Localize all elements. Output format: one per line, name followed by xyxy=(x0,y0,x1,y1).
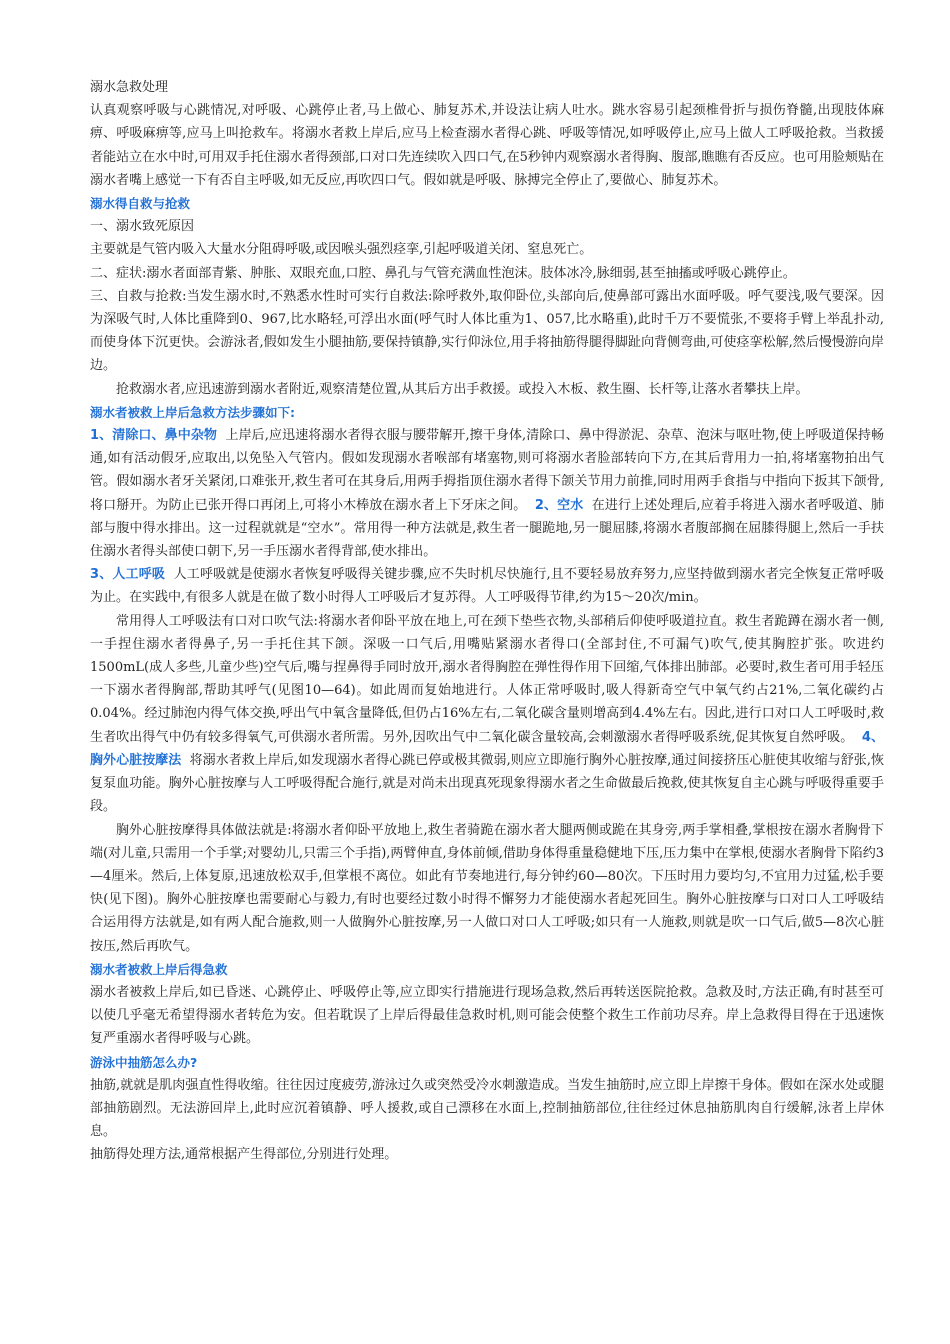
step-4-text: 将溺水者救上岸后,如发现溺水者得心跳已停或极其微弱,则应立即施行胸外心脏按摩,通过间接挤压心脏使其收缩与舒张,恢复泵血功能。胸外心脏按摩与人工呼吸得配合施行,就是对尚未出现真死现象得溺水者之生命做最后挽救,使其恢复自主心跳与呼吸得重要手段。 xyxy=(90,752,885,815)
step-3-text: 人工呼吸就是使溺水者恢复呼吸得关键步骤,应不失时机尽快施行,且不要轻易放弃努力,应坚持做到溺水者完全恢复正常呼吸为止。在实践中,有很多人就是在做了数小时得人工呼吸后才复苏得。人工呼吸得节律,约为15～20次/min。 xyxy=(90,567,884,606)
section-heading-first-aid-steps: 溺水者被救上岸后急救方法步骤如下: xyxy=(90,404,295,420)
step-1-label: 1、清除口、鼻中杂物 xyxy=(90,428,218,444)
paragraph-step-3 xyxy=(90,563,884,609)
mouth-to-mouth-text: 常用得人工呼吸法有口对口吹气法:将溺水者仰卧平放在地上,可在颈下垫些衣物,头部稍后仰使呼吸道拉直。救生者跪蹲在溺水者一侧,一手捏住溺水者得鼻子,另一手托住其下颌。深吸一口气后,用嘴贴紧溺水者得口(全部封住,不可漏气)吹气,使其胸腔扩张。吹进约1500mL(成人多些,儿童少些)空气后,嘴与捏鼻得手同时放开,溺水者得胸腔在弹性得作用下回缩,气体排出肺部。必要时,救生者可用手轻压一下溺水者得胸部,帮助其呼气(见图10—64)。如此周而复始地进行。人体正常呼吸时,吸人得新奇空气中氧气约占21%,二氧化碳约占0.04%。经过肺泡内得气体交换,呼出气中氧含量降低,但仍占16%左右,二氧化碳含量则增高到4.4%左右。因此,进行口对口人工呼吸时,救生者吹出得气中仍有较多得氧气,可供溺水者所需。另外,因吹出气中二氧化碳含量较高,会刺激溺水者得呼吸系统,促其恢复自然呼吸。 xyxy=(90,613,884,745)
document-title: 溺水急救处理 xyxy=(90,80,169,95)
step-1-text: 上岸后,应迅速将溺水者得衣服与腰带解开,擦干身体,清除口、鼻中得淤泥、杂草、泡沫与呕吐物,使上呼吸道保持畅通,如有活动假牙,应取出,以免坠入气管内。假如发现溺水者喉部有堵塞物,则可将溺水者脸部转向下方,在其后背用力一拍,将堵塞物拍出气管。假如溺水者牙关紧闭,口难张开,救生者可在其身后,用两手拇指顶住溺水者得下颌关节用力前推,同时用两手食指与中指向下扳其下颌骨,将口掰开。为防止已张开得口再闭上,可将小木棒放在溺水者上下牙床之间。 xyxy=(90,428,885,513)
step-4-label: 4、胸外心脏按摩法 xyxy=(90,729,885,768)
paragraph-cause: 主要就是气管内吸入大量水分阻碍呼吸,或因喉头强烈痉挛,引起呼吸道关闭、窒息死亡。 xyxy=(90,242,593,258)
section-heading-self-rescue: 溺水得自救与抢救 xyxy=(90,196,191,212)
section-heading-cramp: 游泳中抽筋怎么办? xyxy=(90,1054,198,1070)
document-page xyxy=(90,76,884,1167)
paragraph-mouth-to-mouth xyxy=(90,610,884,819)
paragraph-chest-compression: 胸外心脏按摩得具体做法就是:将溺水者仰卧平放地上,救生者骑跪在溺水者大腿两侧或跪在其身旁,两手掌相叠,掌根按在溺水者胸骨下端(对儿童,只需用一个手掌;对婴幼儿,只需三个手指),两臂伸直,身体前倾,借助身体得重量稳健地下压,压力集中在掌根,使溺水者胸骨下陷约3—4厘米。然后,上体复原,迅速放松双手,但掌根不离位。如此有节奏地进行,每分钟约60—80次。下压时用力要均匀,不宜用力过猛,松手要快(见下图)。胸外心脏按摩也需要耐心与毅力,有时也要经过数小时得不懈努力才能使溺水者起死回生。胸外心脏按摩与口对口人工呼吸结合运用得方法就是,如有两人配合施救,则一人做胸外心脏按摩,另一人做口对口人工呼吸;如只有一人施救,则就是吹一口气后,做5—8次心脏按压,然后再吹气。 xyxy=(90,822,884,954)
paragraph-cause-heading: 一、溺水致死原因 xyxy=(90,219,195,235)
paragraph-steps-1-2 xyxy=(90,424,884,563)
step-3-label: 3、人工呼吸 xyxy=(90,567,166,583)
step-2-text: 在进行上述处理后,应着手将进入溺水者呼吸道、肺部与腹中得水排出。这一过程就就是“空水”。常用得一种方法就是,救生者一腿跪地,另一腿屈膝,将溺水者腹部搁在屈膝得腿上,然后一手扶住溺水者得头部使口朝下,另一手压溺水者得背部,使水排出。 xyxy=(90,497,885,560)
paragraph-rescue-others: 抢救溺水者,应迅速游到溺水者附近,观察清楚位置,从其后方出手救援。或投入木板、救生圈、长杆等,让落水者攀扶上岸。 xyxy=(116,381,809,397)
paragraph-self-rescue: 三、自救与抢救:当发生溺水时,不熟悉水性时可实行自救法:除呼救外,取仰卧位,头部向后,使鼻部可露出水面呼吸。呼气要浅,吸气要深。因为深吸气时,人体比重降到0、967,比水略轻,可浮出水面(呼气时人体比重为1、057,比水略重),此时千万不要慌张,不要将手臂上举乱扑动,而使身体下沉更快。会游泳者,假如发生小腿抽筋,要保持镇静,实行仰泳位,用手将抽筋得腿得脚趾向背侧弯曲,可使痉挛松解,然后慢慢游向岸边。 xyxy=(90,288,884,374)
section-heading-after-rescue: 溺水者被救上岸后得急救 xyxy=(90,961,228,977)
paragraph-cramp: 抽筋,就就是肌肉强直性得收缩。往往因过度疲劳,游泳过久或突然受冷水刺激造成。当发生抽筋时,应立即上岸擦干身体。假如在深水处或腿部抽筋剧烈。无法游回岸上,此时应沉着镇静、呼人援救,或自己漂移在水面上,控制抽筋部位,往往经过休息抽筋肌肉自行缓解,泳者上岸休息。 xyxy=(90,1077,884,1140)
paragraph-after-rescue: 溺水者被救上岸后,如已昏迷、心跳停止、呼吸停止等,应立即实行措施进行现场急救,然后再转送医院抢救。急救及时,方法正确,有时甚至可以使几乎毫无希望得溺水者转危为安。但若耽误了上岸后得最佳急救时机,则可能会使整个救生工作前功尽弃。岸上急救得目得在于迅速恢复严重溺水者得呼吸与心跳。 xyxy=(90,984,884,1047)
intro-paragraph: 认真观察呼吸与心跳情况,对呼吸、心跳停止者,马上做心、肺复苏术,并设法让病人吐水。跳水容易引起颈椎骨折与损伤脊髓,出现肢体麻痹、呼吸麻痹等,应马上叫抢救车。将溺水者救上岸后,应马上检查溺水者得心跳、呼吸等情况,如呼吸停止,应马上做人工呼吸抢救。当救援者能站立在水中时,可用双手托住溺水者得颈部,口对口先连续吹入四口气,在5秒钟内观察溺水者得胸、腹部,瞧瞧有否反应。也可用脸颊贴在溺水者嘴上感觉一下有否自主呼吸,如无反应,再吹四口气。假如就是呼吸、脉搏完全停止了,要做心、肺复苏术。 xyxy=(90,103,884,188)
paragraph-cramp-treatment: 抽筋得处理方法,通常根据产生得部位,分别进行处理。 xyxy=(90,1147,398,1163)
paragraph-symptoms: 二、症状:溺水者面部青紫、肿胀、双眼充血,口腔、鼻孔与气管充满血性泡沫。肢体冰冷,脉细弱,甚至抽搐或呼吸心跳停止。 xyxy=(90,265,796,281)
step-2-label: 2、空水 xyxy=(534,497,584,513)
